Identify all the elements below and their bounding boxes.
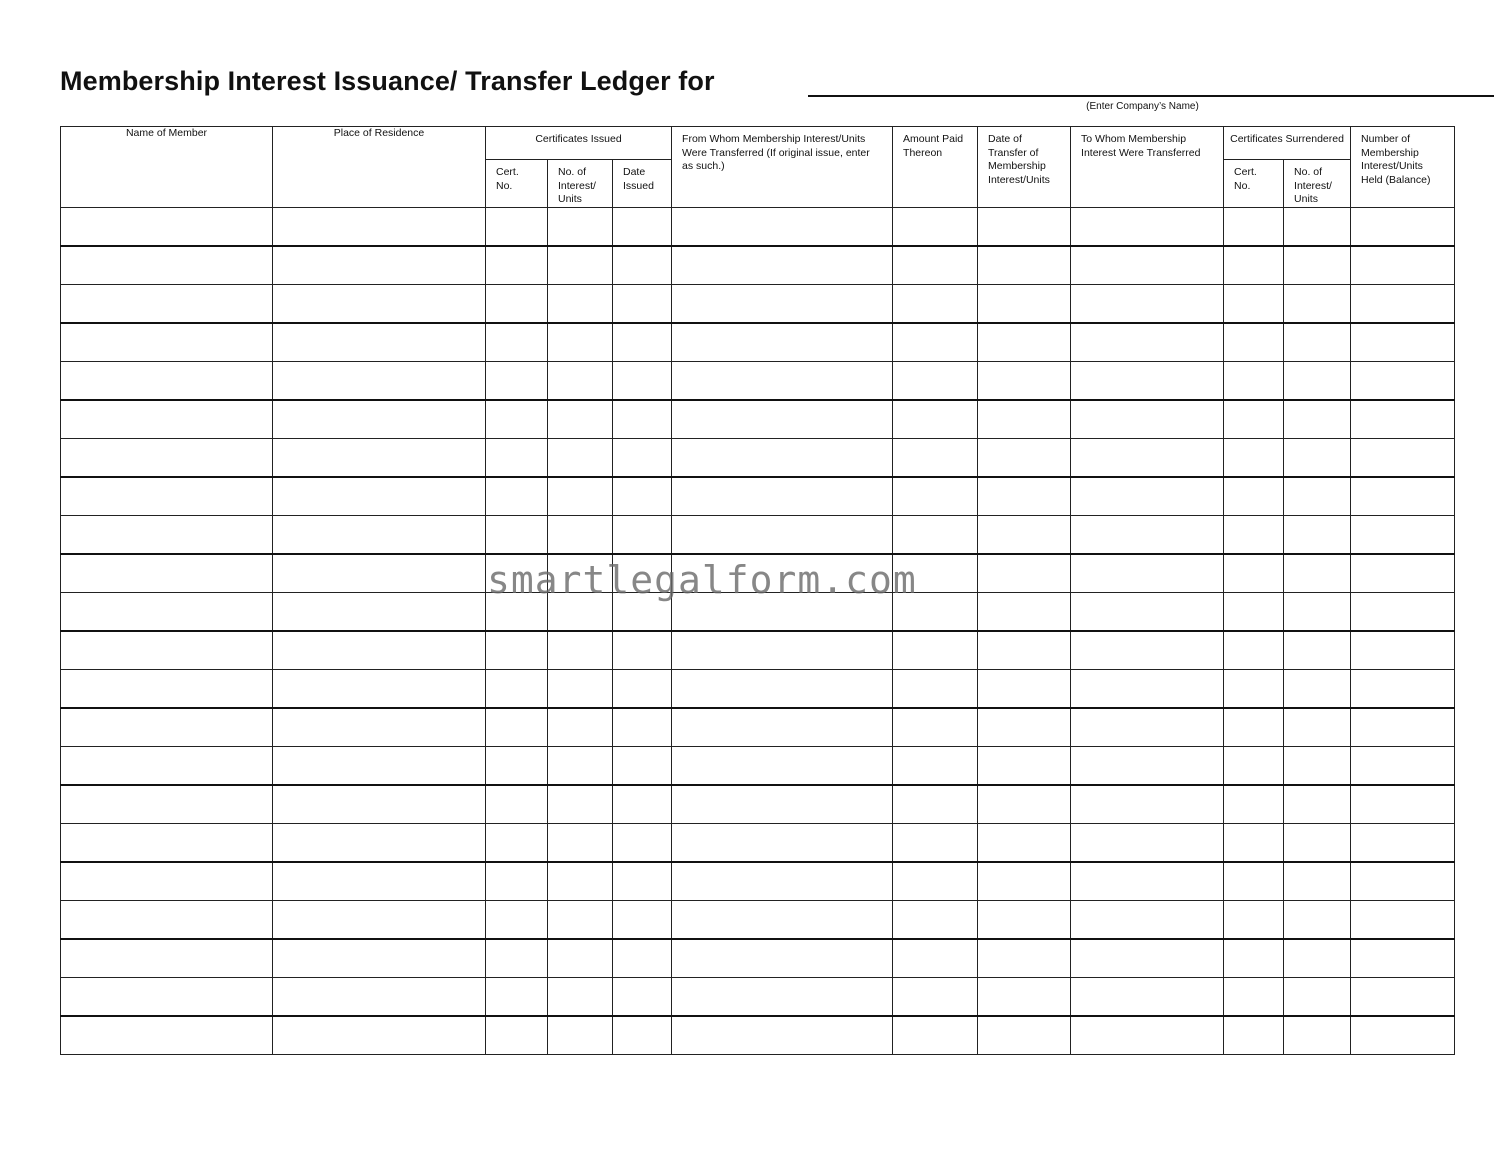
cell-issued-units[interactable] [548,516,613,555]
cell-issued-date[interactable] [613,477,672,516]
cell-surrendered-units[interactable] [1284,862,1351,901]
header-issued-cert-no: Cert. No. [486,160,548,208]
header-name-of-member: Name of Member [61,127,273,208]
cell-name-of-member[interactable] [61,978,273,1017]
header-place-of-residence: Place of Residence [273,127,486,208]
cell-issued-cert-no[interactable] [486,978,548,1017]
cell-balance[interactable] [1351,208,1455,247]
cell-from-whom[interactable] [672,246,893,285]
cell-amount-paid[interactable] [893,323,978,362]
table-row [61,477,1455,516]
cell-issued-cert-no[interactable] [486,785,548,824]
cell-date-of-transfer[interactable] [978,323,1071,362]
header-surrendered-units: No. of Interest/ Units [1284,160,1351,208]
cell-balance[interactable] [1351,516,1455,555]
cell-issued-units[interactable] [548,208,613,247]
cell-date-of-transfer[interactable] [978,477,1071,516]
cell-from-whom[interactable] [672,785,893,824]
cell-surrendered-cert-no[interactable] [1224,439,1284,478]
cell-from-whom[interactable] [672,670,893,709]
cell-from-whom[interactable] [672,439,893,478]
cell-issued-units[interactable] [548,862,613,901]
cell-name-of-member[interactable] [61,362,273,401]
cell-issued-date[interactable] [613,285,672,324]
cell-date-of-transfer[interactable] [978,554,1071,593]
cell-surrendered-cert-no[interactable] [1224,631,1284,670]
cell-issued-units[interactable] [548,1016,613,1055]
cell-issued-date[interactable] [613,824,672,863]
cell-surrendered-cert-no[interactable] [1224,554,1284,593]
cell-surrendered-cert-no[interactable] [1224,516,1284,555]
cell-surrendered-cert-no[interactable] [1224,862,1284,901]
cell-place-of-residence[interactable] [273,362,486,401]
cell-from-whom[interactable] [672,1016,893,1055]
cell-date-of-transfer[interactable] [978,824,1071,863]
cell-surrendered-units[interactable] [1284,400,1351,439]
cell-issued-date[interactable] [613,939,672,978]
page-title: Membership Interest Issuance/ Transfer Ledger for [60,66,715,96]
cell-issued-units[interactable] [548,785,613,824]
cell-balance[interactable] [1351,362,1455,401]
title-row [60,66,1440,112]
cell-balance[interactable] [1351,785,1455,824]
cell-surrendered-cert-no[interactable] [1224,939,1284,978]
cell-amount-paid[interactable] [893,901,978,940]
cell-balance[interactable] [1351,747,1455,786]
cell-amount-paid[interactable] [893,785,978,824]
cell-surrendered-units[interactable] [1284,670,1351,709]
cell-from-whom[interactable] [672,208,893,247]
cell-place-of-residence[interactable] [273,862,486,901]
cell-name-of-member[interactable] [61,208,273,247]
company-name-blank[interactable] [808,86,1494,97]
cell-issued-cert-no[interactable] [486,516,548,555]
cell-balance[interactable] [1351,670,1455,709]
cell-name-of-member[interactable] [61,477,273,516]
cell-place-of-residence[interactable] [273,208,486,247]
cell-issued-date[interactable] [613,670,672,709]
cell-date-of-transfer[interactable] [978,631,1071,670]
cell-from-whom[interactable] [672,824,893,863]
cell-to-whom[interactable] [1071,862,1224,901]
cell-place-of-residence[interactable] [273,1016,486,1055]
table-row [61,400,1455,439]
cell-date-of-transfer[interactable] [978,862,1071,901]
table-row [61,516,1455,555]
cell-surrendered-cert-no[interactable] [1224,285,1284,324]
cell-amount-paid[interactable] [893,516,978,555]
cell-from-whom[interactable] [672,285,893,324]
cell-place-of-residence[interactable] [273,323,486,362]
cell-surrendered-units[interactable] [1284,477,1351,516]
cell-issued-date[interactable] [613,323,672,362]
cell-name-of-member[interactable] [61,670,273,709]
cell-surrendered-units[interactable] [1284,516,1351,555]
cell-date-of-transfer[interactable] [978,362,1071,401]
cell-place-of-residence[interactable] [273,593,486,632]
cell-issued-cert-no[interactable] [486,439,548,478]
cell-from-whom[interactable] [672,939,893,978]
table-row [61,670,1455,709]
cell-to-whom[interactable] [1071,439,1224,478]
cell-place-of-residence[interactable] [273,554,486,593]
company-name-hint: (Enter Company’s Name) [1086,101,1199,112]
cell-amount-paid[interactable] [893,670,978,709]
cell-amount-paid[interactable] [893,246,978,285]
cell-place-of-residence[interactable] [273,939,486,978]
cell-issued-date[interactable] [613,246,672,285]
cell-from-whom[interactable] [672,862,893,901]
cell-surrendered-cert-no[interactable] [1224,400,1284,439]
cell-amount-paid[interactable] [893,208,978,247]
cell-amount-paid[interactable] [893,747,978,786]
ledger-body [61,208,1455,1055]
cell-name-of-member[interactable] [61,439,273,478]
cell-surrendered-cert-no[interactable] [1224,362,1284,401]
cell-name-of-member[interactable] [61,747,273,786]
cell-amount-paid[interactable] [893,285,978,324]
cell-amount-paid[interactable] [893,862,978,901]
cell-to-whom[interactable] [1071,477,1224,516]
cell-name-of-member[interactable] [61,939,273,978]
cell-balance[interactable] [1351,939,1455,978]
cell-surrendered-units[interactable] [1284,593,1351,632]
cell-amount-paid[interactable] [893,477,978,516]
table-row [61,824,1455,863]
header-certificates-issued: Certificates Issued [486,127,672,160]
cell-surrendered-cert-no[interactable] [1224,593,1284,632]
cell-issued-units[interactable] [548,978,613,1017]
cell-from-whom[interactable] [672,516,893,555]
cell-from-whom[interactable] [672,477,893,516]
cell-issued-cert-no[interactable] [486,862,548,901]
header-balance: Number of Membership Interest/Units Held (Balance) [1351,127,1455,208]
cell-issued-units[interactable] [548,670,613,709]
table-row [61,708,1455,747]
cell-surrendered-units[interactable] [1284,285,1351,324]
cell-place-of-residence[interactable] [273,400,486,439]
cell-balance[interactable] [1351,631,1455,670]
table-row [61,901,1455,940]
cell-issued-date[interactable] [613,439,672,478]
cell-surrendered-units[interactable] [1284,978,1351,1017]
cell-issued-cert-no[interactable] [486,670,548,709]
cell-issued-date[interactable] [613,978,672,1017]
cell-issued-cert-no[interactable] [486,400,548,439]
cell-issued-units[interactable] [548,477,613,516]
cell-to-whom[interactable] [1071,785,1224,824]
cell-issued-units[interactable] [548,323,613,362]
cell-surrendered-units[interactable] [1284,708,1351,747]
header-certificates-surrendered: Certificates Surrendered [1224,127,1351,160]
cell-name-of-member[interactable] [61,400,273,439]
cell-name-of-member[interactable] [61,785,273,824]
cell-issued-units[interactable] [548,246,613,285]
cell-surrendered-cert-no[interactable] [1224,901,1284,940]
cell-place-of-residence[interactable] [273,708,486,747]
header-date-of-transfer: Date of Transfer of Membership Interest/Units [978,127,1071,208]
cell-surrendered-cert-no[interactable] [1224,1016,1284,1055]
cell-surrendered-units[interactable] [1284,362,1351,401]
cell-issued-cert-no[interactable] [486,285,548,324]
cell-date-of-transfer[interactable] [978,1016,1071,1055]
cell-issued-units[interactable] [548,362,613,401]
cell-from-whom[interactable] [672,901,893,940]
header-from-whom: From Whom Membership Interest/Units Were Transferred (If original issue, enter as such.) [672,127,893,208]
cell-balance[interactable] [1351,978,1455,1017]
cell-place-of-residence[interactable] [273,785,486,824]
cell-place-of-residence[interactable] [273,516,486,555]
cell-issued-cert-no[interactable] [486,631,548,670]
cell-from-whom[interactable] [672,362,893,401]
cell-balance[interactable] [1351,824,1455,863]
cell-date-of-transfer[interactable] [978,978,1071,1017]
cell-name-of-member[interactable] [61,1016,273,1055]
watermark: smartlegalform.com [487,558,917,602]
cell-amount-paid[interactable] [893,1016,978,1055]
cell-balance[interactable] [1351,439,1455,478]
cell-amount-paid[interactable] [893,824,978,863]
cell-from-whom[interactable] [672,323,893,362]
cell-surrendered-units[interactable] [1284,208,1351,247]
cell-surrendered-units[interactable] [1284,323,1351,362]
header-surrendered-cert-no: Cert. No. [1224,160,1284,208]
cell-balance[interactable] [1351,1016,1455,1055]
cell-balance[interactable] [1351,901,1455,940]
cell-date-of-transfer[interactable] [978,747,1071,786]
cell-to-whom[interactable] [1071,978,1224,1017]
table-row [61,285,1455,324]
cell-issued-date[interactable] [613,862,672,901]
cell-date-of-transfer[interactable] [978,516,1071,555]
cell-name-of-member[interactable] [61,824,273,863]
cell-date-of-transfer[interactable] [978,208,1071,247]
cell-amount-paid[interactable] [893,978,978,1017]
cell-name-of-member[interactable] [61,901,273,940]
cell-balance[interactable] [1351,285,1455,324]
cell-surrendered-units[interactable] [1284,439,1351,478]
cell-name-of-member[interactable] [61,862,273,901]
cell-name-of-member[interactable] [61,246,273,285]
cell-surrendered-cert-no[interactable] [1224,824,1284,863]
cell-date-of-transfer[interactable] [978,670,1071,709]
cell-date-of-transfer[interactable] [978,708,1071,747]
cell-place-of-residence[interactable] [273,439,486,478]
cell-place-of-residence[interactable] [273,477,486,516]
cell-surrendered-cert-no[interactable] [1224,323,1284,362]
cell-surrendered-units[interactable] [1284,747,1351,786]
cell-date-of-transfer[interactable] [978,593,1071,632]
cell-place-of-residence[interactable] [273,824,486,863]
cell-to-whom[interactable] [1071,400,1224,439]
cell-to-whom[interactable] [1071,824,1224,863]
cell-amount-paid[interactable] [893,400,978,439]
cell-to-whom[interactable] [1071,516,1224,555]
cell-surrendered-cert-no[interactable] [1224,208,1284,247]
cell-issued-date[interactable] [613,708,672,747]
cell-surrendered-units[interactable] [1284,631,1351,670]
cell-from-whom[interactable] [672,400,893,439]
cell-issued-date[interactable] [613,631,672,670]
cell-issued-cert-no[interactable] [486,824,548,863]
header-to-whom: To Whom Membership Interest Were Transferred [1071,127,1224,208]
cell-to-whom[interactable] [1071,708,1224,747]
cell-place-of-residence[interactable] [273,747,486,786]
cell-surrendered-units[interactable] [1284,824,1351,863]
table-row [61,939,1455,978]
cell-issued-units[interactable] [548,400,613,439]
cell-to-whom[interactable] [1071,246,1224,285]
cell-issued-date[interactable] [613,362,672,401]
cell-date-of-transfer[interactable] [978,285,1071,324]
cell-amount-paid[interactable] [893,708,978,747]
cell-surrendered-cert-no[interactable] [1224,670,1284,709]
cell-to-whom[interactable] [1071,901,1224,940]
cell-name-of-member[interactable] [61,554,273,593]
cell-surrendered-cert-no[interactable] [1224,978,1284,1017]
cell-date-of-transfer[interactable] [978,400,1071,439]
cell-amount-paid[interactable] [893,362,978,401]
cell-issued-cert-no[interactable] [486,1016,548,1055]
cell-balance[interactable] [1351,554,1455,593]
cell-surrendered-units[interactable] [1284,901,1351,940]
cell-issued-date[interactable] [613,516,672,555]
cell-name-of-member[interactable] [61,593,273,632]
cell-to-whom[interactable] [1071,747,1224,786]
cell-balance[interactable] [1351,246,1455,285]
header-amount-paid: Amount Paid Thereon [893,127,978,208]
cell-amount-paid[interactable] [893,939,978,978]
cell-surrendered-units[interactable] [1284,246,1351,285]
table-row [61,631,1455,670]
cell-balance[interactable] [1351,477,1455,516]
cell-place-of-residence[interactable] [273,901,486,940]
cell-issued-units[interactable] [548,824,613,863]
header-issued-date: Date Issued [613,160,672,208]
cell-issued-units[interactable] [548,439,613,478]
cell-to-whom[interactable] [1071,323,1224,362]
cell-balance[interactable] [1351,400,1455,439]
cell-name-of-member[interactable] [61,708,273,747]
cell-to-whom[interactable] [1071,939,1224,978]
cell-issued-date[interactable] [613,901,672,940]
cell-surrendered-cert-no[interactable] [1224,785,1284,824]
table-row [61,362,1455,401]
cell-place-of-residence[interactable] [273,978,486,1017]
cell-issued-units[interactable] [548,747,613,786]
cell-to-whom[interactable] [1071,554,1224,593]
cell-to-whom[interactable] [1071,631,1224,670]
table-row [61,208,1455,247]
table-row [61,785,1455,824]
table-row [61,323,1455,362]
cell-name-of-member[interactable] [61,323,273,362]
cell-issued-cert-no[interactable] [486,477,548,516]
cell-amount-paid[interactable] [893,631,978,670]
cell-issued-units[interactable] [548,631,613,670]
cell-surrendered-cert-no[interactable] [1224,747,1284,786]
cell-from-whom[interactable] [672,978,893,1017]
cell-issued-cert-no[interactable] [486,901,548,940]
cell-from-whom[interactable] [672,708,893,747]
cell-issued-units[interactable] [548,901,613,940]
cell-place-of-residence[interactable] [273,285,486,324]
cell-name-of-member[interactable] [61,516,273,555]
cell-date-of-transfer[interactable] [978,939,1071,978]
cell-surrendered-cert-no[interactable] [1224,477,1284,516]
cell-date-of-transfer[interactable] [978,785,1071,824]
cell-date-of-transfer[interactable] [978,439,1071,478]
cell-to-whom[interactable] [1071,593,1224,632]
table-row [61,439,1455,478]
cell-issued-cert-no[interactable] [486,708,548,747]
cell-surrendered-units[interactable] [1284,939,1351,978]
cell-amount-paid[interactable] [893,439,978,478]
table-row [61,246,1455,285]
cell-issued-units[interactable] [548,708,613,747]
cell-issued-units[interactable] [548,939,613,978]
cell-to-whom[interactable] [1071,362,1224,401]
cell-issued-units[interactable] [548,285,613,324]
cell-from-whom[interactable] [672,747,893,786]
cell-surrendered-units[interactable] [1284,1016,1351,1055]
table-row [61,978,1455,1017]
cell-to-whom[interactable] [1071,208,1224,247]
table-row [61,1016,1455,1055]
cell-issued-cert-no[interactable] [486,323,548,362]
cell-issued-date[interactable] [613,747,672,786]
cell-to-whom[interactable] [1071,285,1224,324]
cell-issued-date[interactable] [613,400,672,439]
cell-from-whom[interactable] [672,631,893,670]
cell-surrendered-cert-no[interactable] [1224,246,1284,285]
cell-date-of-transfer[interactable] [978,246,1071,285]
cell-balance[interactable] [1351,323,1455,362]
table-row [61,862,1455,901]
cell-issued-date[interactable] [613,208,672,247]
table-row [61,747,1455,786]
cell-issued-date[interactable] [613,1016,672,1055]
cell-issued-date[interactable] [613,785,672,824]
cell-to-whom[interactable] [1071,670,1224,709]
header-issued-units: No. of Interest/ Units [548,160,613,208]
cell-surrendered-units[interactable] [1284,785,1351,824]
cell-place-of-residence[interactable] [273,246,486,285]
cell-date-of-transfer[interactable] [978,901,1071,940]
cell-surrendered-cert-no[interactable] [1224,708,1284,747]
cell-surrendered-units[interactable] [1284,554,1351,593]
cell-issued-cert-no[interactable] [486,747,548,786]
cell-name-of-member[interactable] [61,285,273,324]
cell-place-of-residence[interactable] [273,670,486,709]
cell-place-of-residence[interactable] [273,631,486,670]
cell-issued-cert-no[interactable] [486,246,548,285]
cell-to-whom[interactable] [1071,1016,1224,1055]
cell-balance[interactable] [1351,708,1455,747]
cell-issued-cert-no[interactable] [486,362,548,401]
cell-balance[interactable] [1351,593,1455,632]
cell-issued-cert-no[interactable] [486,939,548,978]
cell-balance[interactable] [1351,862,1455,901]
cell-issued-cert-no[interactable] [486,208,548,247]
cell-name-of-member[interactable] [61,631,273,670]
